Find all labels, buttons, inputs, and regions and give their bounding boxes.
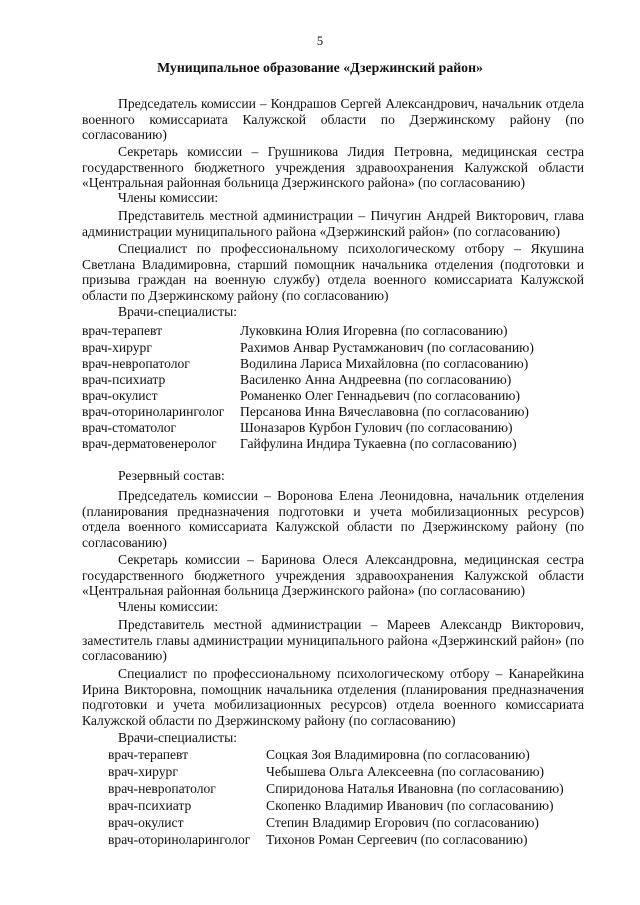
doctor-name: Василенко Анна Андреевна (по согласованию) [240,372,512,387]
reserve-doctors-label: Врачи-специалисты: [118,730,237,745]
doctor-name: Тихонов Роман Сергеевич (по согласованию) [266,832,528,847]
doctor-name: Чебышева Ольга Алексеевна (по согласованию) [266,764,545,779]
doctor-specialty: врач-психиатр [82,372,166,387]
main-doctors-label: Врачи-специалисты: [118,304,237,319]
doctor-name: Водилина Лариса Михайловна (по согласованию) [240,356,529,371]
reserve-chairman: Председатель комиссии – Воронова Елена Леонидовна, начальник отделения (планирования предназначения подготовки и учета мобилизационных ресурсов) отдела военного комиссариата Калужской области по Дзержинскому району (по согласованию) [82,488,584,550]
main-members-label: Члены комиссии: [118,190,219,205]
doctor-specialty: врач-дерматовенеролог [82,436,217,451]
doctor-specialty: врач-оториноларинголог [82,404,225,419]
doctor-specialty: врач-невропатолог [108,781,216,796]
doctor-name: Спиридонова Наталья Ивановна (по согласованию) [266,781,564,796]
doctor-specialty: врач-невропатолог [82,356,190,371]
doctor-specialty: врач-оториноларинголог [108,832,251,847]
main-secretary: Секретарь комиссии – Грушникова Лидия Петровна, медицинская сестра государственного бюджетного учреждения здравоохранения Калужской области «Центральная районная больница Дзержинского района» (по согласованию) [82,144,584,191]
main-admin-rep: Представитель местной администрации – Пичугин Андрей Викторович, глава администрации муниципального района «Дзержинский район» (по согласованию) [82,208,584,239]
page-title: Муниципальное образование «Дзержинский район» [157,60,483,75]
doctor-specialty: врач-стоматолог [82,420,177,435]
reserve-members-label: Члены комиссии: [118,599,219,614]
doctor-name: Степин Владимир Егорович (по согласованию) [266,815,539,830]
doctor-name: Луковкина Юлия Игоревна (по согласованию) [240,323,508,338]
doctor-name: Гайфулина Индира Тукаевна (по согласованию) [240,436,517,451]
doctor-name: Соцкая Зоя Владимировна (по согласованию) [266,747,530,762]
doctor-specialty: врач-психиатр [108,798,192,813]
reserve-admin-rep: Представитель местной администрации – Мареев Александр Викторович, заместитель главы администрации муниципального района «Дзержинский район» (по согласованию) [82,617,584,664]
doctor-name: Шоназаров Курбон Гулович (по согласованию) [240,420,513,435]
doctor-name: Персанова Инна Вячеславовна (по согласованию) [240,404,529,419]
doctor-specialty: врач-терапевт [82,323,163,338]
doctor-specialty: врач-окулист [82,388,158,403]
reserve-psych-specialist: Специалист по профессиональному психологическому отбору – Канарейкина Ирина Викторовна, помощник начальника отделения (планирования предназначения подготовки и учета мобилизационных ресурсов) отдела военного комиссариата Калужской области по Дзержинскому району (по согласованию) [82,666,584,728]
doctor-specialty: врач-терапевт [108,747,189,762]
doctor-specialty: врач-окулист [108,815,184,830]
main-chairman: Председатель комиссии – Кондрашов Сергей Александрович, начальник отдела военного комиссариата Калужской области по Дзержинскому району (по согласованию) [82,96,584,143]
reserve-secretary: Секретарь комиссии – Баринова Олеся Александровна, медицинская сестра государственного бюджетного учреждения здравоохранения Калужской области «Центральная районная больница Дзержинского района» (по согласованию) [82,552,584,599]
main-psych-specialist: Специалист по профессиональному психологическому отбору – Якушина Светлана Владимировна, старший помощник начальника отделения (подготовки и призыва граждан на военную службу) отдела военного комиссариата Калужской области по Дзержинскому району (по согласованию) [82,241,584,303]
doctor-name: Рахимов Анвар Рустамжанович (по согласованию) [240,340,534,355]
doctor-specialty: врач-хирург [82,340,152,355]
doctor-specialty: врач-хирург [108,764,178,779]
doctor-name: Скопенко Владимир Иванович (по согласованию) [266,798,554,813]
page-number: 5 [316,34,324,48]
doctor-name: Романенко Олег Геннадьевич (по согласованию) [240,388,520,403]
reserve-label: Резервный состав: [118,468,225,483]
